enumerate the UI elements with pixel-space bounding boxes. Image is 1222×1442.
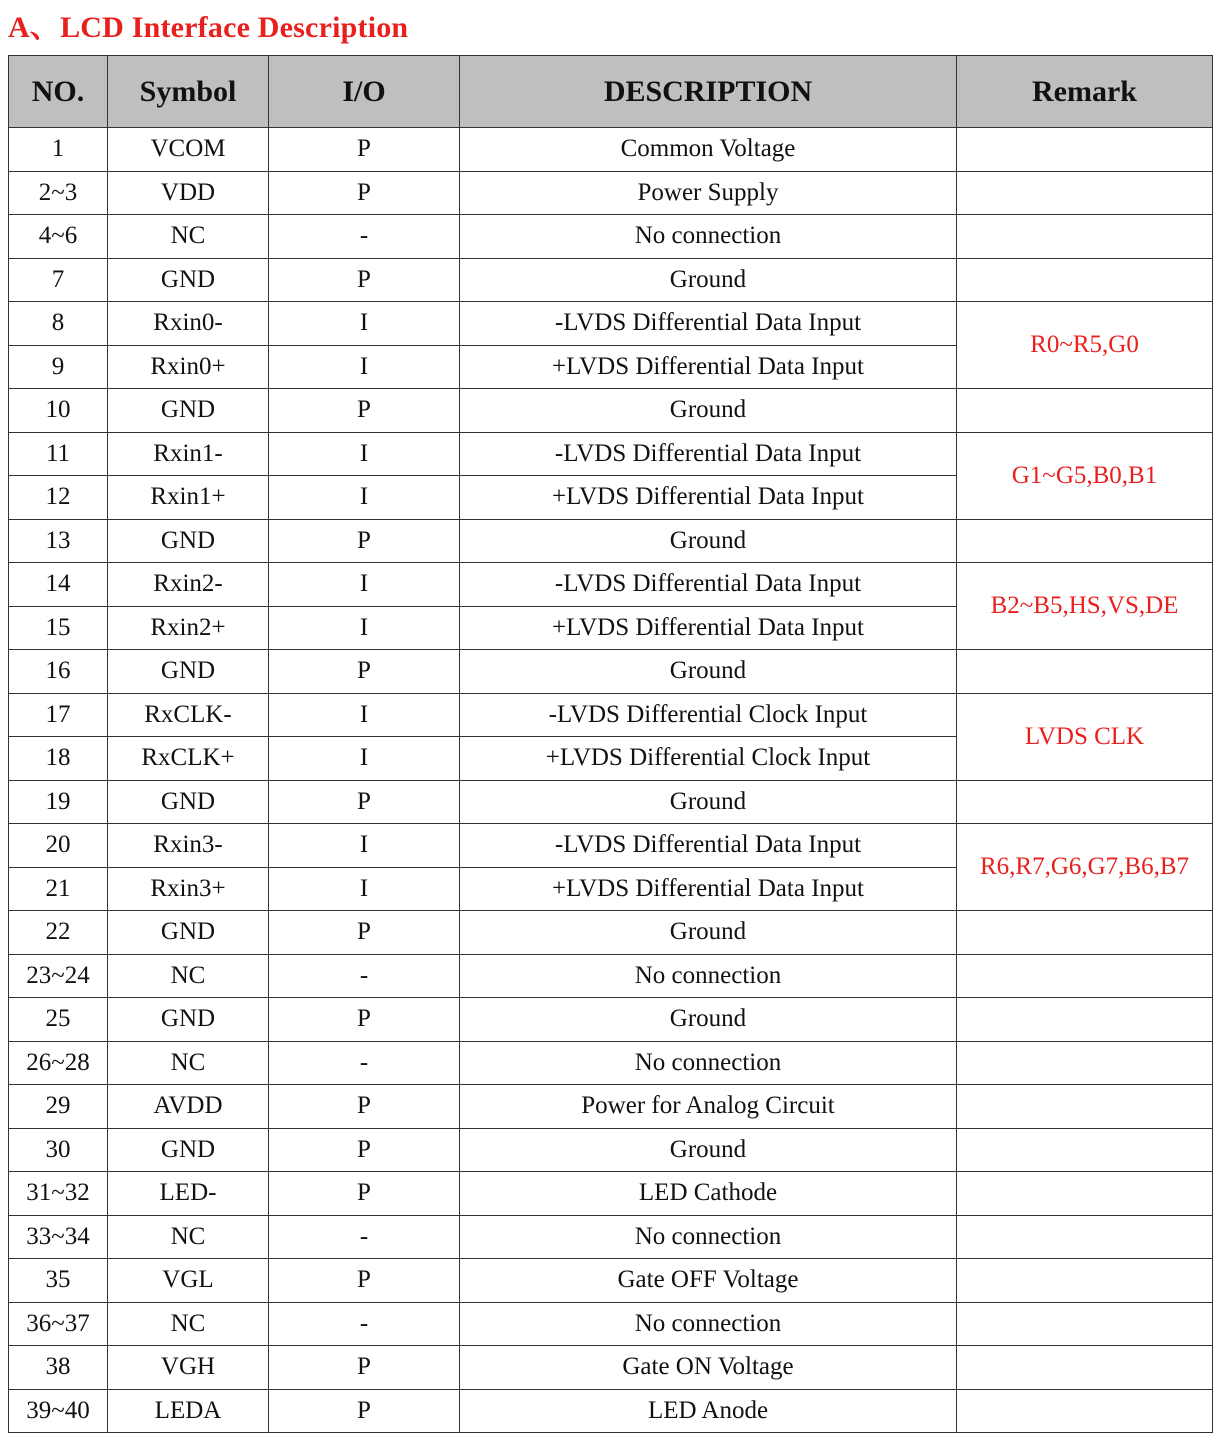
io-type-cell: I xyxy=(269,693,460,737)
remark-cell xyxy=(957,389,1213,433)
description-cell: LED Anode xyxy=(460,1389,957,1433)
pin-number-cell: 39~40 xyxy=(9,1389,108,1433)
io-type-cell: P xyxy=(269,128,460,172)
remark-cell: R0~R5,G0 xyxy=(957,302,1213,389)
pin-number-cell: 20 xyxy=(9,824,108,868)
pin-number-cell: 21 xyxy=(9,867,108,911)
description-cell: Ground xyxy=(460,519,957,563)
table-row xyxy=(9,563,1213,607)
symbol-cell: GND xyxy=(108,1128,269,1172)
pin-number-cell: 38 xyxy=(9,1346,108,1390)
symbol-cell: Rxin2- xyxy=(108,563,269,607)
table-row xyxy=(9,1302,1213,1346)
io-type-cell: I xyxy=(269,432,460,476)
symbol-cell: NC xyxy=(108,954,269,998)
description-cell: Common Voltage xyxy=(460,128,957,172)
remark-cell xyxy=(957,1259,1213,1303)
remark-cell xyxy=(957,1389,1213,1433)
symbol-cell: VCOM xyxy=(108,128,269,172)
symbol-cell: Rxin0- xyxy=(108,302,269,346)
symbol-cell: AVDD xyxy=(108,1085,269,1129)
table-row xyxy=(9,432,1213,476)
table-row xyxy=(9,1041,1213,1085)
pin-number-cell: 23~24 xyxy=(9,954,108,998)
description-cell: Gate ON Voltage xyxy=(460,1346,957,1390)
pin-number-cell: 17 xyxy=(9,693,108,737)
description-cell: Ground xyxy=(460,389,957,433)
symbol-cell: GND xyxy=(108,780,269,824)
description-cell: +LVDS Differential Data Input xyxy=(460,606,957,650)
table-row xyxy=(9,215,1213,259)
pin-number-cell: 36~37 xyxy=(9,1302,108,1346)
io-type-cell: - xyxy=(269,1302,460,1346)
pin-number-cell: 31~32 xyxy=(9,1172,108,1216)
symbol-cell: NC xyxy=(108,1215,269,1259)
remark-cell xyxy=(957,1128,1213,1172)
pin-number-cell: 15 xyxy=(9,606,108,650)
description-cell: -LVDS Differential Data Input xyxy=(460,432,957,476)
symbol-cell: LED- xyxy=(108,1172,269,1216)
symbol-cell: GND xyxy=(108,650,269,694)
description-cell: Ground xyxy=(460,911,957,955)
remark-cell xyxy=(957,911,1213,955)
pin-number-cell: 16 xyxy=(9,650,108,694)
remark-cell xyxy=(957,171,1213,215)
description-cell: Power for Analog Circuit xyxy=(460,1085,957,1129)
io-type-cell: P xyxy=(269,1389,460,1433)
io-type-cell: I xyxy=(269,476,460,520)
remark-cell: R6,R7,G6,G7,B6,B7 xyxy=(957,824,1213,911)
symbol-cell: GND xyxy=(108,389,269,433)
io-type-cell: P xyxy=(269,1128,460,1172)
symbol-cell: RxCLK+ xyxy=(108,737,269,781)
table-row xyxy=(9,650,1213,694)
description-cell: LED Cathode xyxy=(460,1172,957,1216)
table-row xyxy=(9,1346,1213,1390)
pin-number-cell: 12 xyxy=(9,476,108,520)
remark-cell xyxy=(957,1215,1213,1259)
table-row xyxy=(9,302,1213,346)
pin-number-cell: 26~28 xyxy=(9,1041,108,1085)
io-type-cell: I xyxy=(269,345,460,389)
symbol-cell: Rxin2+ xyxy=(108,606,269,650)
pin-number-cell: 4~6 xyxy=(9,215,108,259)
description-cell: Ground xyxy=(460,1128,957,1172)
pin-number-cell: 19 xyxy=(9,780,108,824)
io-type-cell: P xyxy=(269,389,460,433)
symbol-cell: Rxin3- xyxy=(108,824,269,868)
symbol-cell: GND xyxy=(108,519,269,563)
io-type-cell: I xyxy=(269,824,460,868)
pin-number-cell: 35 xyxy=(9,1259,108,1303)
symbol-cell: GND xyxy=(108,911,269,955)
io-type-cell: - xyxy=(269,954,460,998)
symbol-cell: NC xyxy=(108,1302,269,1346)
lcd-interface-table xyxy=(8,55,1213,1433)
pin-number-cell: 22 xyxy=(9,911,108,955)
description-cell: +LVDS Differential Clock Input xyxy=(460,737,957,781)
io-type-cell: P xyxy=(269,519,460,563)
description-cell: Ground xyxy=(460,650,957,694)
io-type-cell: I xyxy=(269,302,460,346)
table-row xyxy=(9,1389,1213,1433)
pin-number-cell: 14 xyxy=(9,563,108,607)
table-row xyxy=(9,1172,1213,1216)
section-title: A、LCD Interface Description xyxy=(8,11,409,44)
remark-cell xyxy=(957,128,1213,172)
remark-cell xyxy=(957,1302,1213,1346)
table-row xyxy=(9,693,1213,737)
remark-cell xyxy=(957,954,1213,998)
table-row xyxy=(9,954,1213,998)
table-body xyxy=(9,128,1213,1433)
description-cell: No connection xyxy=(460,954,957,998)
table-row xyxy=(9,519,1213,563)
table-row xyxy=(9,911,1213,955)
remark-cell xyxy=(957,1346,1213,1390)
symbol-cell: VDD xyxy=(108,171,269,215)
description-cell: -LVDS Differential Data Input xyxy=(460,563,957,607)
description-cell: -LVDS Differential Data Input xyxy=(460,302,957,346)
header-row xyxy=(9,56,1213,128)
io-type-cell: P xyxy=(269,780,460,824)
pin-number-cell: 25 xyxy=(9,998,108,1042)
pin-number-cell: 1 xyxy=(9,128,108,172)
remark-cell xyxy=(957,1041,1213,1085)
remark-cell xyxy=(957,519,1213,563)
table-row xyxy=(9,1128,1213,1172)
symbol-cell: VGH xyxy=(108,1346,269,1390)
description-cell: Ground xyxy=(460,998,957,1042)
description-cell: +LVDS Differential Data Input xyxy=(460,476,957,520)
io-type-cell: I xyxy=(269,563,460,607)
table-row xyxy=(9,998,1213,1042)
io-type-cell: P xyxy=(269,650,460,694)
description-cell: Ground xyxy=(460,780,957,824)
symbol-cell: GND xyxy=(108,998,269,1042)
description-cell: -LVDS Differential Data Input xyxy=(460,824,957,868)
description-cell: No connection xyxy=(460,1215,957,1259)
column-header-io: I/O xyxy=(269,56,460,128)
symbol-cell: NC xyxy=(108,1041,269,1085)
table-row xyxy=(9,128,1213,172)
pin-number-cell: 13 xyxy=(9,519,108,563)
remark-cell xyxy=(957,1085,1213,1129)
description-cell: Ground xyxy=(460,258,957,302)
remark-cell xyxy=(957,1172,1213,1216)
pin-number-cell: 18 xyxy=(9,737,108,781)
table-row xyxy=(9,1085,1213,1129)
io-type-cell: I xyxy=(269,737,460,781)
description-cell: Power Supply xyxy=(460,171,957,215)
pin-number-cell: 30 xyxy=(9,1128,108,1172)
pin-number-cell: 33~34 xyxy=(9,1215,108,1259)
table-row xyxy=(9,780,1213,824)
remark-cell: B2~B5,HS,VS,DE xyxy=(957,563,1213,650)
remark-cell xyxy=(957,258,1213,302)
pin-number-cell: 2~3 xyxy=(9,171,108,215)
table-row xyxy=(9,1215,1213,1259)
description-cell: +LVDS Differential Data Input xyxy=(460,345,957,389)
io-type-cell: P xyxy=(269,998,460,1042)
io-type-cell: P xyxy=(269,1346,460,1390)
symbol-cell: LEDA xyxy=(108,1389,269,1433)
pin-number-cell: 10 xyxy=(9,389,108,433)
symbol-cell: GND xyxy=(108,258,269,302)
io-type-cell: I xyxy=(269,867,460,911)
io-type-cell: P xyxy=(269,1172,460,1216)
remark-cell: LVDS CLK xyxy=(957,693,1213,780)
io-type-cell: - xyxy=(269,1215,460,1259)
symbol-cell: RxCLK- xyxy=(108,693,269,737)
remark-cell xyxy=(957,998,1213,1042)
table-row xyxy=(9,824,1213,868)
io-type-cell: - xyxy=(269,1041,460,1085)
symbol-cell: Rxin0+ xyxy=(108,345,269,389)
symbol-cell: Rxin3+ xyxy=(108,867,269,911)
io-type-cell: P xyxy=(269,1259,460,1303)
pin-number-cell: 11 xyxy=(9,432,108,476)
remark-cell xyxy=(957,215,1213,259)
description-cell: Gate OFF Voltage xyxy=(460,1259,957,1303)
remark-cell: G1~G5,B0,B1 xyxy=(957,432,1213,519)
pin-number-cell: 29 xyxy=(9,1085,108,1129)
description-cell: -LVDS Differential Clock Input xyxy=(460,693,957,737)
table-row xyxy=(9,389,1213,433)
pin-number-cell: 9 xyxy=(9,345,108,389)
description-cell: No connection xyxy=(460,1041,957,1085)
description-cell: No connection xyxy=(460,1302,957,1346)
io-type-cell: P xyxy=(269,258,460,302)
description-cell: No connection xyxy=(460,215,957,259)
symbol-cell: Rxin1+ xyxy=(108,476,269,520)
io-type-cell: P xyxy=(269,911,460,955)
table-row xyxy=(9,171,1213,215)
io-type-cell: P xyxy=(269,171,460,215)
remark-cell xyxy=(957,650,1213,694)
symbol-cell: NC xyxy=(108,215,269,259)
table-row xyxy=(9,1259,1213,1303)
remark-cell xyxy=(957,780,1213,824)
column-header-symbol: Symbol xyxy=(108,56,269,128)
pin-number-cell: 8 xyxy=(9,302,108,346)
column-header-remark: Remark xyxy=(957,56,1213,128)
symbol-cell: Rxin1- xyxy=(108,432,269,476)
io-type-cell: P xyxy=(269,1085,460,1129)
io-type-cell: - xyxy=(269,215,460,259)
io-type-cell: I xyxy=(269,606,460,650)
pin-number-cell: 7 xyxy=(9,258,108,302)
symbol-cell: VGL xyxy=(108,1259,269,1303)
column-header-description: DESCRIPTION xyxy=(460,56,957,128)
description-cell: +LVDS Differential Data Input xyxy=(460,867,957,911)
table-row xyxy=(9,258,1213,302)
column-header-no: NO. xyxy=(9,56,108,128)
